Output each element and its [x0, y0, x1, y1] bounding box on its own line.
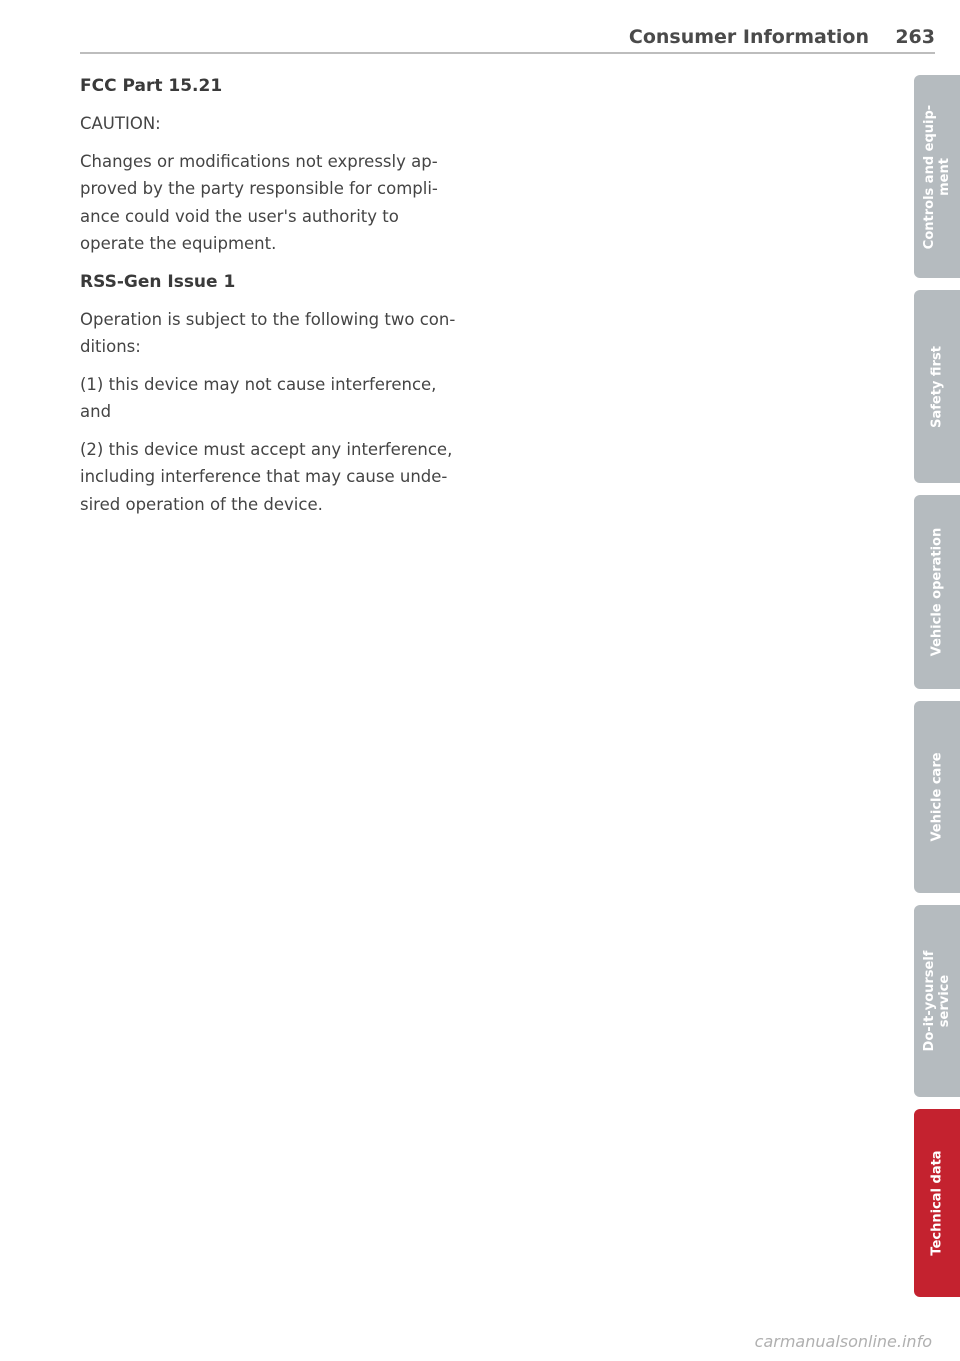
page-number: 263 — [895, 26, 935, 48]
header-rule — [80, 52, 935, 54]
tab-controls-and-equipment[interactable] — [914, 75, 960, 278]
tab-label: service — [937, 974, 952, 1028]
tab-vehicle-operation[interactable] — [914, 495, 960, 689]
tab-label: Do-it-yourself — [922, 950, 937, 1052]
condition-2: (2) this device must accept any interference, including interference that may cause unde-sired operation of the device. — [80, 439, 453, 514]
tab-technical-data[interactable] — [914, 1109, 960, 1297]
main-content — [80, 72, 460, 528]
tab-vehicle-care[interactable] — [914, 701, 960, 893]
tab-safety-first[interactable] — [914, 290, 960, 483]
tab-label: ment — [937, 157, 952, 196]
watermark-text: carmanualsonline.info — [754, 1332, 932, 1351]
tab-label: Controls and equip- — [922, 104, 937, 249]
tab-label: Safety first — [929, 345, 945, 428]
tab-label: Technical data — [929, 1150, 945, 1256]
page-header — [80, 22, 935, 54]
tab-label: Vehicle operation — [929, 527, 945, 657]
tab-do-it-yourself-service[interactable] — [914, 905, 960, 1097]
condition-1: (1) this device may not cause interference, and — [80, 374, 437, 421]
tab-label: Vehicle care — [929, 752, 945, 842]
caution-label: CAUTION: — [80, 114, 161, 133]
section-heading-rss: RSS-Gen Issue 1 — [80, 271, 236, 292]
header-title: Consumer Information — [628, 26, 869, 48]
caution-text: Changes or modifications not expressly ap-proved by the party responsible for compli-ance could void the user's authority to operate the equipment. — [80, 151, 438, 253]
section-heading-fcc: FCC Part 15.21 — [80, 76, 223, 96]
conditions-intro: Operation is subject to the following two con-ditions: — [80, 309, 456, 356]
